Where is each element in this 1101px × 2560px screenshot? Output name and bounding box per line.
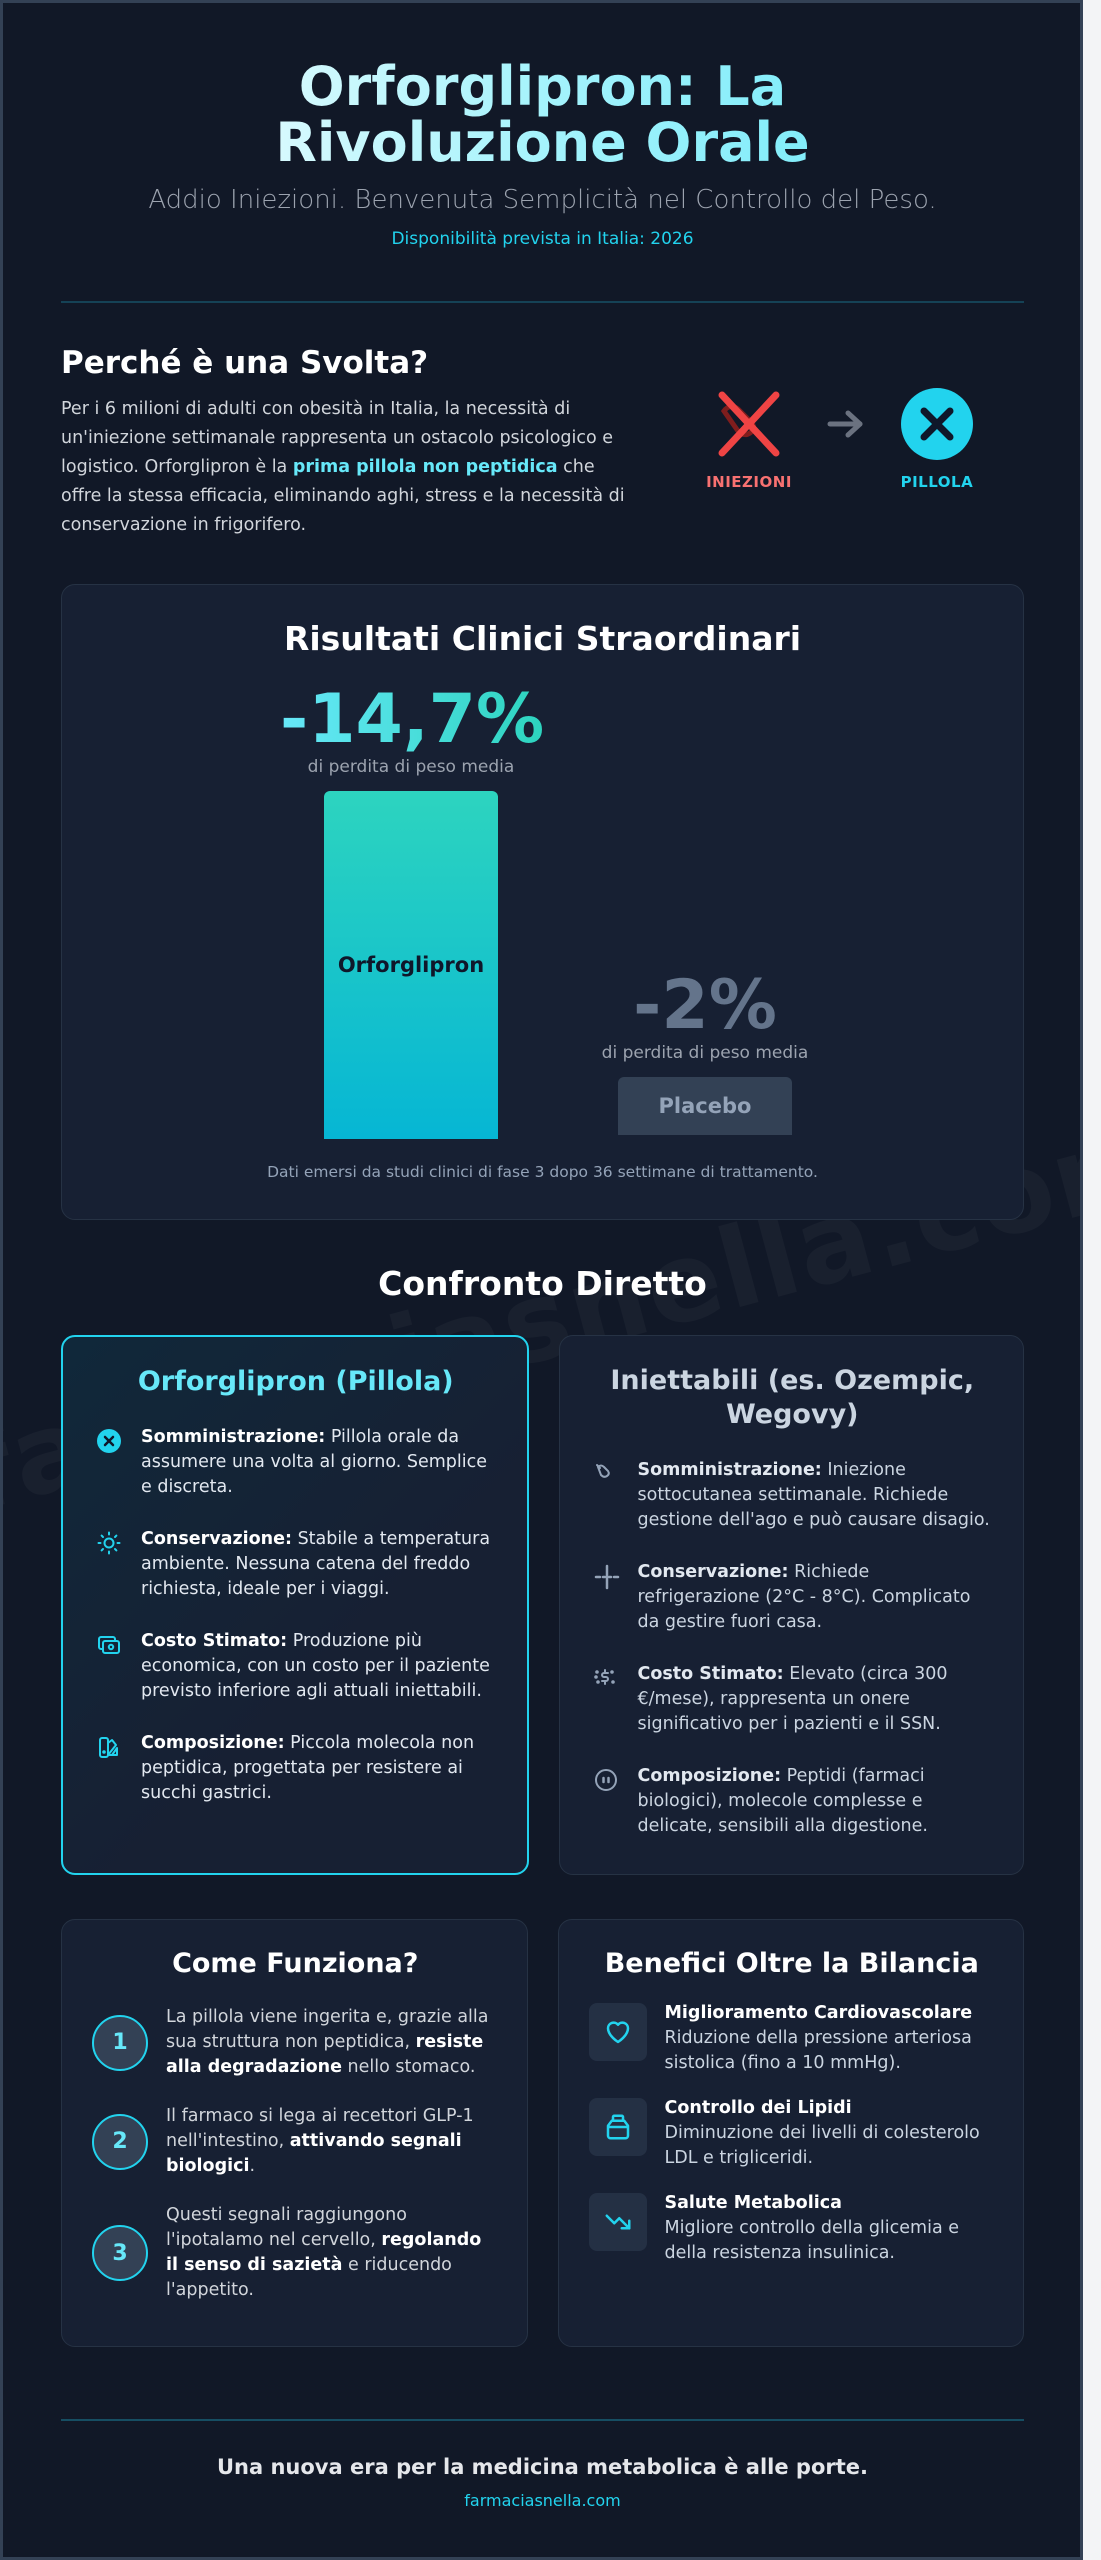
injectables-comparison-card <box>559 1335 1025 1875</box>
list-item <box>93 1629 499 1704</box>
list-item <box>93 1731 499 1806</box>
step-text: Il farmaco si lega ai recettori GLP-1 nell'intestino, <box>166 2106 474 2151</box>
feature-text: Stabile a temperatura ambiente. Nessuna catena del freddo richiesta, ideale per i viaggi. <box>141 1529 491 1599</box>
syringe-icon <box>594 1462 614 1482</box>
svolta-highlight: prima pillola non peptidica <box>292 457 558 477</box>
injection-to-pill-visual <box>626 345 1024 540</box>
step-item <box>92 2203 499 2303</box>
clinical-results-card <box>61 584 1024 1220</box>
jar-icon <box>603 2112 633 2142</box>
orforglipron-bar <box>324 791 498 1139</box>
list-item <box>590 1560 996 1635</box>
availability-note: Disponibilità prevista in Italia: 2026 <box>391 229 694 249</box>
list-item <box>93 1425 499 1500</box>
svolta-text-after: che offre la stessa efficacia, eliminando aghi, stress e la necessità di conservazione in frigorifero. <box>61 457 625 535</box>
benefit-item <box>589 2191 996 2266</box>
list-item <box>590 1764 996 1839</box>
step-number: 2 <box>92 2114 148 2170</box>
feature-text: Produzione più economica, con un costo per il paziente previsto inferiore agli attuali iniettabili. <box>141 1631 490 1701</box>
feature-label: Costo Stimato: <box>141 1631 288 1651</box>
footer-link[interactable]: farmaciasnella.com <box>464 2491 621 2510</box>
benefit-title: Miglioramento Cardiovascolare <box>664 2003 973 2023</box>
arrow-right-icon <box>826 409 866 439</box>
orforglipron-value: -14,7% <box>280 680 545 759</box>
svolta-text <box>61 345 626 540</box>
how-it-works-card <box>61 1919 528 2347</box>
feature-text: Peptidi (farmaci biologici), molecole complesse e delicate, sensibili alla digestione. <box>637 1766 928 1836</box>
benefit-title: Controllo dei Lipidi <box>664 2098 852 2118</box>
page-title: Orforglipron: La Rivoluzione Orale <box>61 59 1024 171</box>
benefit-title: Salute Metabolica <box>664 2193 842 2213</box>
comparison-grid <box>61 1335 1024 1875</box>
step-item <box>92 2005 499 2080</box>
comparison-title: Confronto Diretto <box>378 1264 707 1303</box>
clinical-title: Risultati Clinici Straordinari <box>283 619 802 658</box>
feature-label: Somministrazione: <box>637 1460 822 1480</box>
pill-card-title: Orforglipron (Pillola) <box>137 1366 454 1397</box>
benefit-item <box>589 2096 996 2171</box>
orforglipron-bar-label: Orforglipron <box>337 953 485 977</box>
placebo-column <box>574 966 836 1135</box>
crossed-syringe-icon <box>712 387 786 461</box>
peptide-icon <box>594 1768 618 1792</box>
feature-label: Composizione: <box>141 1733 285 1753</box>
step-item <box>92 2104 499 2179</box>
bottom-grid <box>61 1919 1024 2347</box>
pill-item <box>900 387 974 491</box>
pill-circle-icon <box>97 1429 121 1453</box>
content <box>61 3 1024 2510</box>
svolta-paragraph <box>61 395 626 540</box>
step-text: nello stomaco. <box>341 2057 476 2077</box>
hero <box>61 3 1024 249</box>
page-subtitle: Addio Iniezioni. Benvenuta Semplicità nel Controllo del Peso. <box>148 185 937 215</box>
pill-comparison-card <box>61 1335 529 1875</box>
step-emphasis: regolando il senso di sazietà <box>166 2230 482 2275</box>
benefits-title: Benefici Oltre la Bilancia <box>604 1948 979 1979</box>
benefit-desc: Diminuzione dei livelli di colesterolo LDL e trigliceridi. <box>664 2123 980 2168</box>
trend-down-icon <box>603 2207 633 2237</box>
sun-icon <box>97 1531 121 1555</box>
orforglipron-caption: di perdita di peso media <box>307 757 515 777</box>
feature-label: Somministrazione: <box>141 1427 326 1447</box>
footer-tagline: Una nuova era per la medicina metabolica è alle porte. <box>217 2455 868 2479</box>
step-emphasis: resiste alla degradazione <box>166 2032 484 2077</box>
placebo-value: -2% <box>633 966 777 1045</box>
clinical-note: Dati emersi da studi clinici di fase 3 dopo 36 settimane di trattamento. <box>267 1163 818 1181</box>
svolta-section <box>61 345 1024 540</box>
step-number: 1 <box>92 2015 148 2071</box>
injectables-card-title: Iniettabili (es. Ozempic, Wegovy) <box>610 1365 975 1430</box>
feature-text: Richiede refrigerazione (2°C - 8°C). Complicato da gestire fuori casa. <box>637 1562 971 1632</box>
step-number: 3 <box>92 2225 148 2281</box>
pill-label: PILLOLA <box>900 473 974 491</box>
orforglipron-column <box>280 680 545 1139</box>
list-item <box>590 1662 996 1737</box>
placebo-bar <box>618 1077 792 1135</box>
benefit-desc: Riduzione della pressione arteriosa sistolica (fino a 10 mmHg). <box>664 2028 972 2073</box>
list-item <box>93 1527 499 1602</box>
injection-label: INIEZIONI <box>706 473 792 491</box>
placebo-caption: di perdita di peso media <box>601 1043 809 1063</box>
step-text: La pillola viene ingerita e, grazie alla sua struttura non peptidica, <box>166 2007 489 2052</box>
svolta-title: Perché è una Svolta? <box>61 345 429 381</box>
thermometer-icon <box>594 1564 620 1590</box>
svolta-text-before: Per i 6 milioni di adulti con obesità in Italia, la necessità di un'iniezione settimanale rappresenta un ostacolo psicologico e logistico. Orforglipron è la <box>61 399 614 477</box>
feature-text: Piccola molecola non peptidica, progettata per resistere ai succhi gastrici. <box>141 1733 475 1803</box>
feature-label: Costo Stimato: <box>637 1664 784 1684</box>
how-title: Come Funziona? <box>172 1948 419 1979</box>
dollar-icon <box>594 1666 616 1688</box>
molecule-icon <box>97 1735 121 1759</box>
pill-feature-list <box>93 1425 499 1806</box>
step-emphasis: attivando segnali biologici <box>166 2131 462 2176</box>
placebo-bar-label: Placebo <box>658 1094 752 1118</box>
heart-icon <box>603 2017 633 2047</box>
pill-circle-icon <box>900 387 974 461</box>
step-text: . <box>249 2156 256 2176</box>
benefit-desc: Migliore controllo della glicemia e della resistenza insulinica. <box>664 2218 960 2263</box>
money-icon <box>97 1633 121 1657</box>
step-text: Questi segnali raggiungono l'ipotalamo nel cervello, <box>166 2205 407 2250</box>
feature-label: Composizione: <box>637 1766 782 1786</box>
feature-text: Pillola orale da assumere una volta al giorno. Semplice e discreta. <box>141 1427 488 1497</box>
benefits-card <box>558 1919 1025 2347</box>
header-divider <box>61 301 1024 303</box>
feature-text: Elevato (circa 300 €/mese), rappresenta un onere significativo per i pazienti e il SSN. <box>637 1664 948 1734</box>
feature-label: Conservazione: <box>141 1529 292 1549</box>
list-item <box>590 1458 996 1533</box>
benefit-item <box>589 2001 996 2076</box>
step-text: e riducendo l'appetito. <box>166 2255 452 2300</box>
feature-text: Iniezione sottocutanea settimanale. Richiede gestione dell'ago e può causare disagio. <box>637 1460 990 1530</box>
injection-item <box>706 387 792 491</box>
feature-label: Conservazione: <box>637 1562 789 1582</box>
injectables-feature-list <box>590 1458 996 1839</box>
footer-divider <box>61 2419 1024 2421</box>
